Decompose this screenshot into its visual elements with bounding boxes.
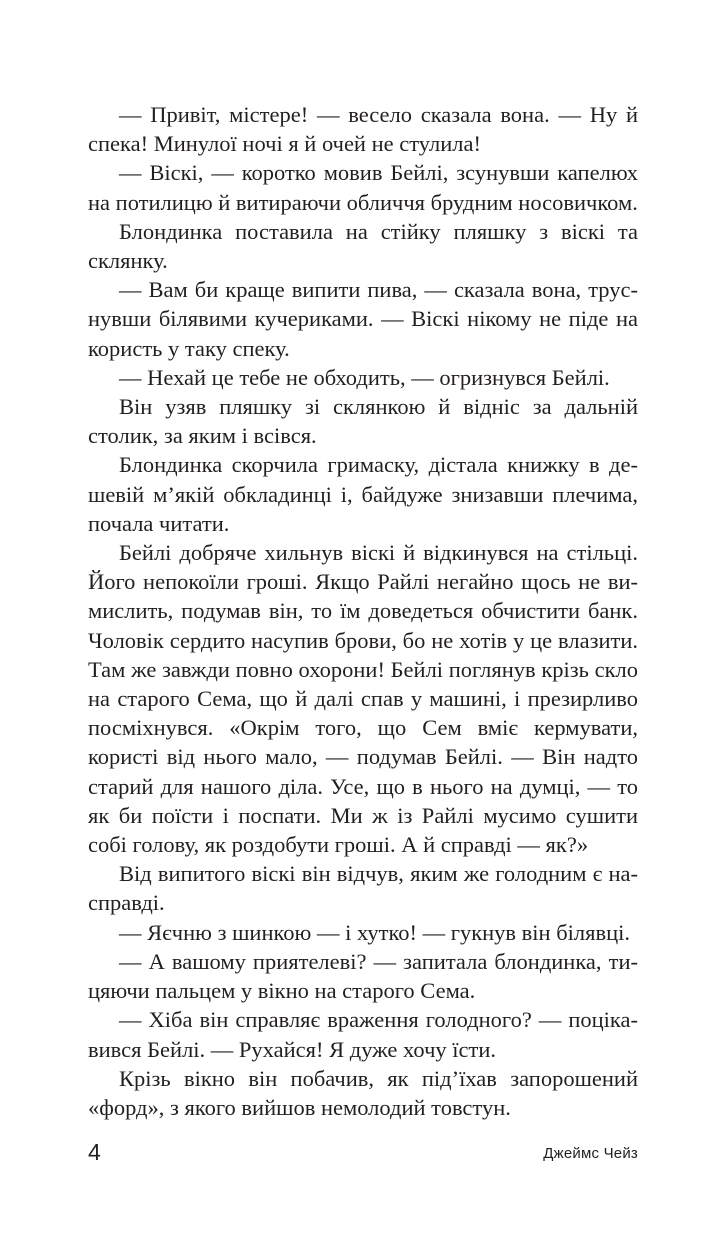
paragraph: — Віскі, — коротко мовив Бейлі, зсунувши капелюх на потилицю й витираючи обличчя брудним носовичком. xyxy=(88,160,638,215)
paragraph: — Привіт, містере! — весело сказала вона. — Ну й спека! Минулої ночі я й очей не стулила! xyxy=(88,102,638,157)
paragraph: — Нехай це тебе не обходить, — огризнувся Бейлі. xyxy=(119,364,610,390)
paragraph: Від випитого віскі він відчув, яким же голодним є насправді. xyxy=(88,861,638,916)
paragraph: Бейлі добряче хильнув віскі й відкинувся на стільці. Його непокоїли гроші. Якщо Райлі негайно щось не вимислить, подумав він, то їм доведеться обчистити банк. Чоловік сердито насупив брови, бо не хотів у це влазити. Там же завжди повно охорони! Бейлі поглянув крізь скло на старого Сема, що й далі спав у машині, і презирливо посміхнувся. «Окрім того, що Сем вміє кермувати, користі від нього мало, — подумав Бейлі. — Він надто старий для нашого діла. Усе, що в нього на думці, — то як би поїсти і поспати. Ми ж із Райлі мусимо сушити собі голову, як роздобути гроші. А й справді — як?» xyxy=(88,540,638,858)
paragraph: Він узяв пляшку зі склянкою й відніс за дальній столик, за яким і всівся. xyxy=(88,394,638,449)
paragraph: — Яєчню з шинкою — і хутко! — гукнув він білявці. xyxy=(119,919,631,945)
page-number: 4 xyxy=(88,1139,101,1165)
running-footer-author: Джеймс Чейз xyxy=(543,1145,638,1162)
paragraph: Блондинка скорчила гримаску, дістала книжку в дешевій м’якій обкладинці і, байдуже знизавши плечима, почала читати. xyxy=(88,452,638,536)
paragraph: Крізь вікно він побачив, як під’їхав запорошений «форд», з якого вийшов немолодий товстун. xyxy=(88,1065,638,1120)
paragraph: — Хіба він справляє враження голодного? — поцікавився Бейлі. — Рухайся! Я дуже хочу їсти. xyxy=(88,1007,638,1062)
paragraph: Блондинка поставила на стійку пляшку з віскі та склянку. xyxy=(88,218,638,274)
paragraph: — А вашому приятелеві? — запитала блондинка, тицяючи пальцем у вікно на старого Сема. xyxy=(88,948,638,1004)
page-body xyxy=(88,100,638,1122)
paragraph: — Вам би краще випити пива, — сказала вона, труснувши білявими кучериками. — Віскі нікому не піде на користь у таку спеку. xyxy=(88,277,638,361)
